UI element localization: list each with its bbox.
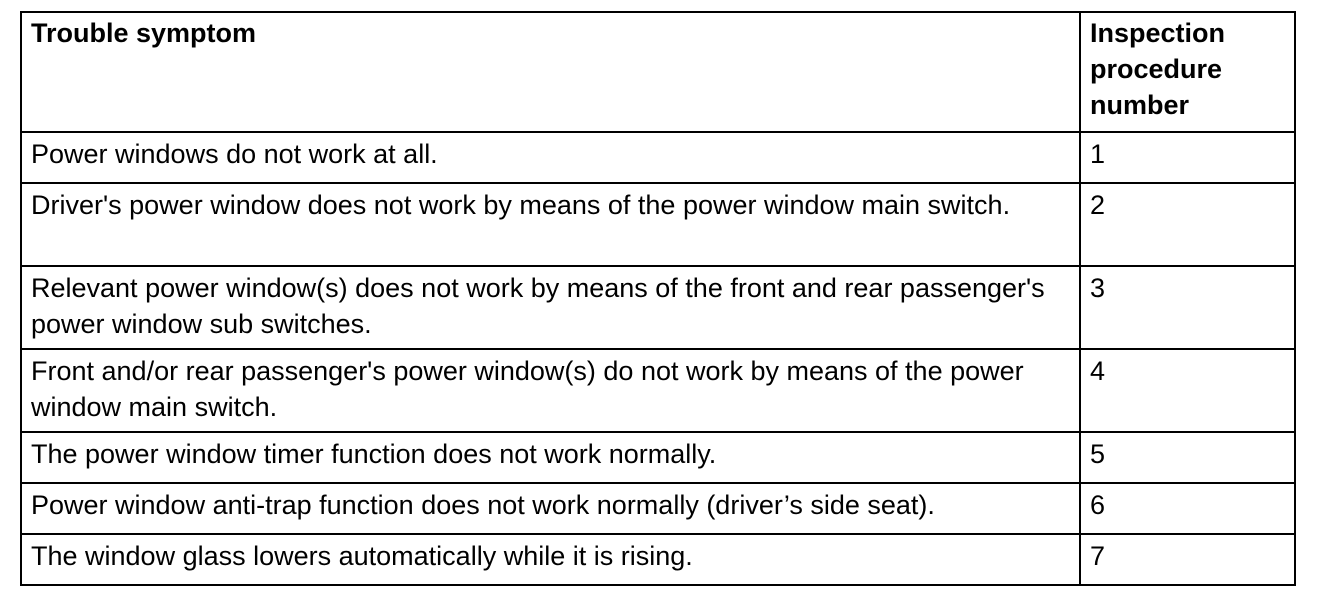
symptom-cell: Power windows do not work at all. — [21, 132, 1080, 183]
trouble-symptom-table — [20, 11, 1296, 586]
procedure-number-cell: 3 — [1080, 266, 1295, 349]
table-row — [21, 432, 1295, 483]
symptom-cell: Driver's power window does not work by means of the power window main switch. — [21, 183, 1080, 266]
table-row — [21, 349, 1295, 432]
procedure-number-cell: 5 — [1080, 432, 1295, 483]
procedure-number-cell: 1 — [1080, 132, 1295, 183]
procedure-number-cell: 4 — [1080, 349, 1295, 432]
header-inspection-procedure-number: Inspection procedure number — [1080, 12, 1295, 132]
table-header-row — [21, 12, 1295, 132]
table-row — [21, 266, 1295, 349]
symptom-cell: Front and/or rear passenger's power window(s) do not work by means of the power window main switch. — [21, 349, 1080, 432]
symptom-cell: Power window anti-trap function does not work normally (driver’s side seat). — [21, 483, 1080, 534]
table-row — [21, 534, 1295, 585]
procedure-number-cell: 7 — [1080, 534, 1295, 585]
symptom-cell: The power window timer function does not work normally. — [21, 432, 1080, 483]
procedure-number-cell: 2 — [1080, 183, 1295, 266]
table-row — [21, 132, 1295, 183]
symptom-cell: The window glass lowers automatically while it is rising. — [21, 534, 1080, 585]
table-row — [21, 183, 1295, 266]
symptom-cell: Relevant power window(s) does not work by means of the front and rear passenger's power window sub switches. — [21, 266, 1080, 349]
table-row — [21, 483, 1295, 534]
procedure-number-cell: 6 — [1080, 483, 1295, 534]
header-trouble-symptom: Trouble symptom — [21, 12, 1080, 132]
